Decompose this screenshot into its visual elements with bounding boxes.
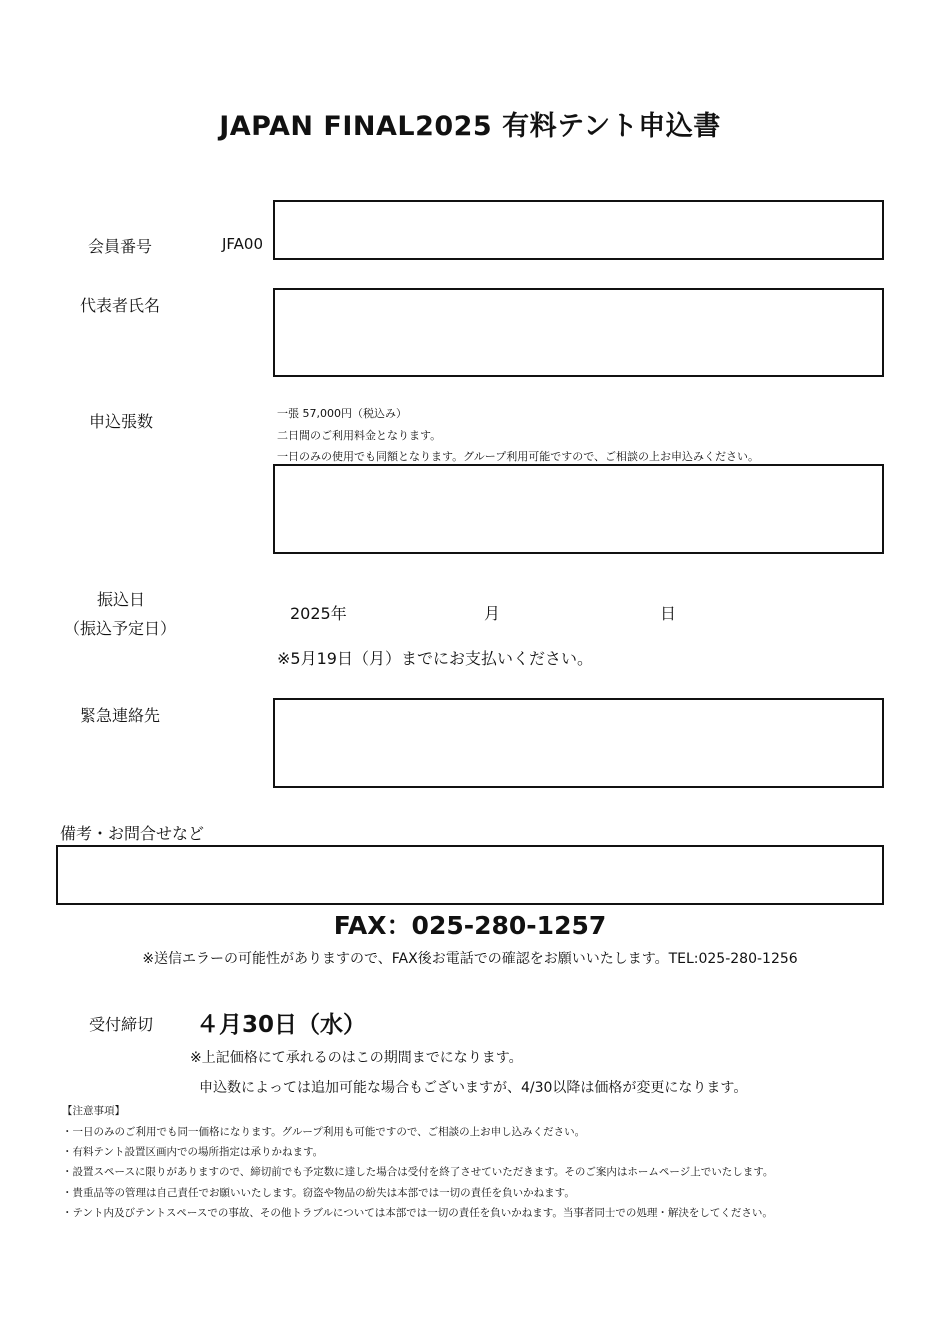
member-no-prefix: JFA00	[222, 235, 264, 253]
quantity-label: 申込張数	[89, 412, 154, 431]
notice-item: ・一日のみのご利用でも同一価格になります。グループ利用も可能ですので、ご相談の上お申し込みください。	[62, 1126, 586, 1138]
quantity-note: 一日のみの使用でも同額となります。グループ利用可能ですので、ご相談の上お申込みください。	[277, 450, 760, 463]
remarks-field[interactable]	[56, 845, 884, 905]
transfer-date-sublabel: （振込予定日）	[64, 619, 177, 638]
member-no-label: 会員番号	[88, 237, 153, 256]
emergency-contact-label: 緊急連絡先	[80, 706, 161, 725]
quantity-field[interactable]	[273, 464, 884, 554]
deadline-label: 受付締切	[89, 1015, 154, 1034]
transfer-month[interactable]: 月	[484, 604, 501, 623]
transfer-year[interactable]: 2025年	[290, 604, 347, 623]
representative-field[interactable]	[273, 288, 884, 377]
transfer-deadline-note: ※5月19日（月）までにお支払いください。	[277, 649, 593, 668]
notice-item: ・貴重品等の管理は自己責任でお願いいたします。窃盗や物品の紛失は本部では一切の責任を負いかねます。	[62, 1187, 575, 1199]
representative-label: 代表者氏名	[80, 296, 161, 315]
deadline-note: 申込数によっては追加可能な場合もございますが、4/30以降は価格が変更になります。	[199, 1080, 748, 1096]
quantity-note: 二日間のご利用料金となります。	[277, 429, 442, 442]
fax-number: FAX：025-280-1257	[333, 911, 607, 940]
remarks-label: 備考・お問合せなど	[60, 824, 205, 843]
transfer-day[interactable]: 日	[660, 604, 677, 623]
quantity-note: 一張 57,000円（税込み）	[277, 407, 407, 420]
fax-note: ※送信エラーの可能性がありますので、FAX後お電話での確認をお願いいたします。TEL:025-280-1256	[142, 951, 798, 967]
emergency-contact-field[interactable]	[273, 698, 884, 788]
transfer-date-label: 振込日	[97, 590, 146, 609]
notice-item: ・設置スペースに限りがありますので、締切前でも予定数に達した場合は受付を終了させていただきます。そのご案内はホームページ上でいたします。	[62, 1166, 774, 1178]
notice-item: ・テント内及びテントスペースでの事故、その他トラブルについては本部では一切の責任を負いかねます。当事者同士での処理・解決をしてください。	[62, 1207, 773, 1219]
notice-item: ・有料テント設置区画内での場所指定は承りかねます。	[62, 1146, 324, 1158]
page-title: JAPAN FINAL2025 有料テント申込書	[219, 111, 721, 142]
member-no-field[interactable]	[273, 200, 884, 260]
notices-heading: 【注意事項】	[62, 1105, 125, 1117]
deadline-date: ４月30日（水）	[196, 1012, 367, 1038]
deadline-note: ※上記価格にて承れるのはこの期間までになります。	[190, 1050, 523, 1066]
